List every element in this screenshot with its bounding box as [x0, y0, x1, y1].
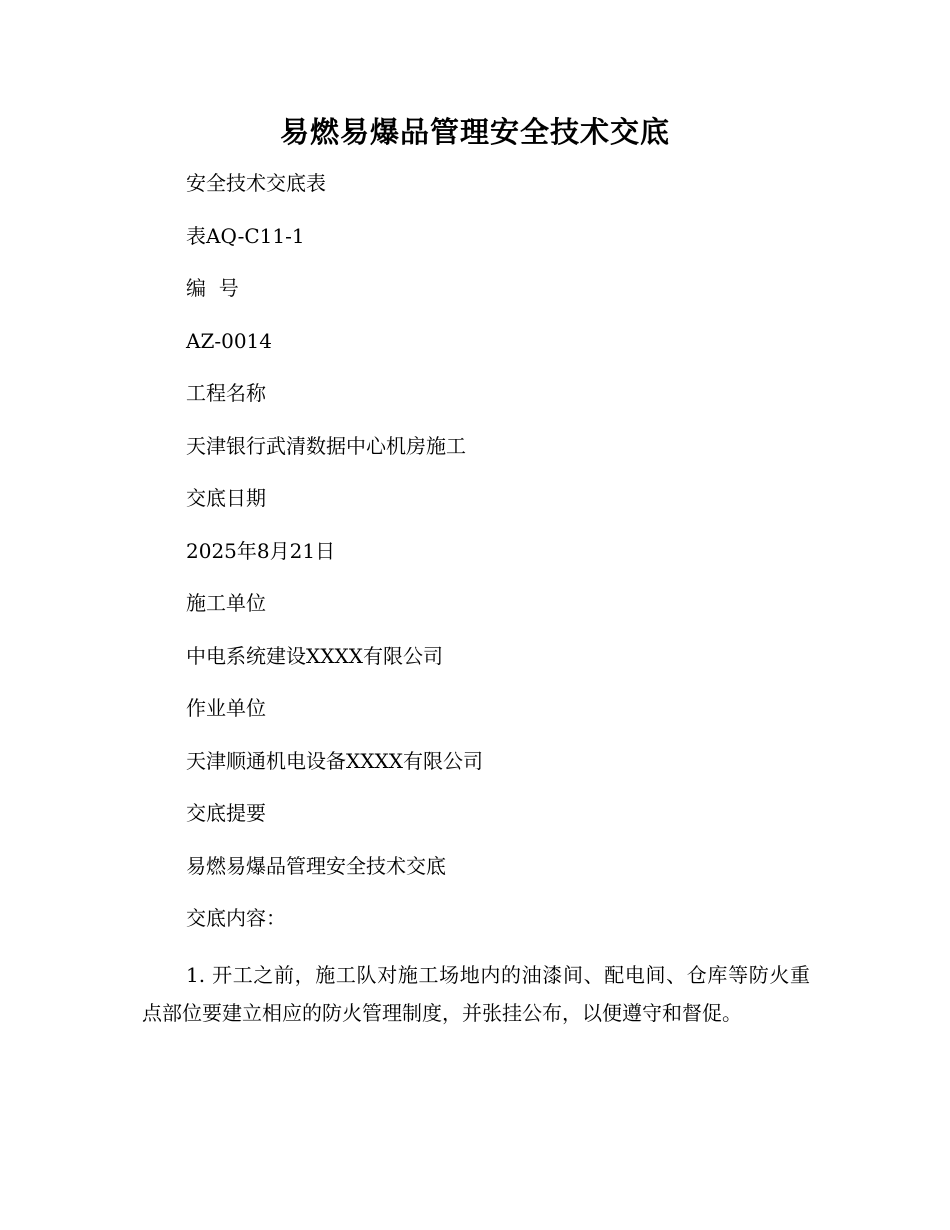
- construction-unit-value: 中电系统建设XXXX有限公司: [186, 644, 443, 668]
- number-value: AZ-0014: [186, 329, 272, 353]
- form-title: 安全技术交底表: [186, 171, 326, 195]
- briefing-summary-value: 易燃易爆品管理安全技术交底: [186, 854, 446, 878]
- document-title: 易燃易爆品管理安全技术交底: [279, 115, 670, 149]
- construction-unit-label: 施工单位: [186, 591, 266, 615]
- form-code: 表AQ-C11-1: [186, 224, 305, 248]
- project-name-value: 天津银行武清数据中心机房施工: [186, 434, 466, 458]
- briefing-date-value: 2025年8月21日: [186, 539, 336, 563]
- work-unit-label: 作业单位: [186, 696, 266, 720]
- briefing-date-label: 交底日期: [186, 486, 266, 510]
- project-name-label: 工程名称: [186, 381, 266, 405]
- number-label: 编 号: [186, 276, 239, 300]
- briefing-content-label: 交底内容：: [186, 906, 286, 930]
- content-paragraph: 1. 开工之前，施工队对施工场地内的油漆间、配电间、仓库等防火重点部位要建立相应的防火管理制度，并张挂公布，以便遵守和督促。: [142, 963, 810, 1025]
- work-unit-value: 天津顺通机电设备XXXX有限公司: [186, 749, 483, 773]
- briefing-summary-label: 交底提要: [186, 801, 266, 825]
